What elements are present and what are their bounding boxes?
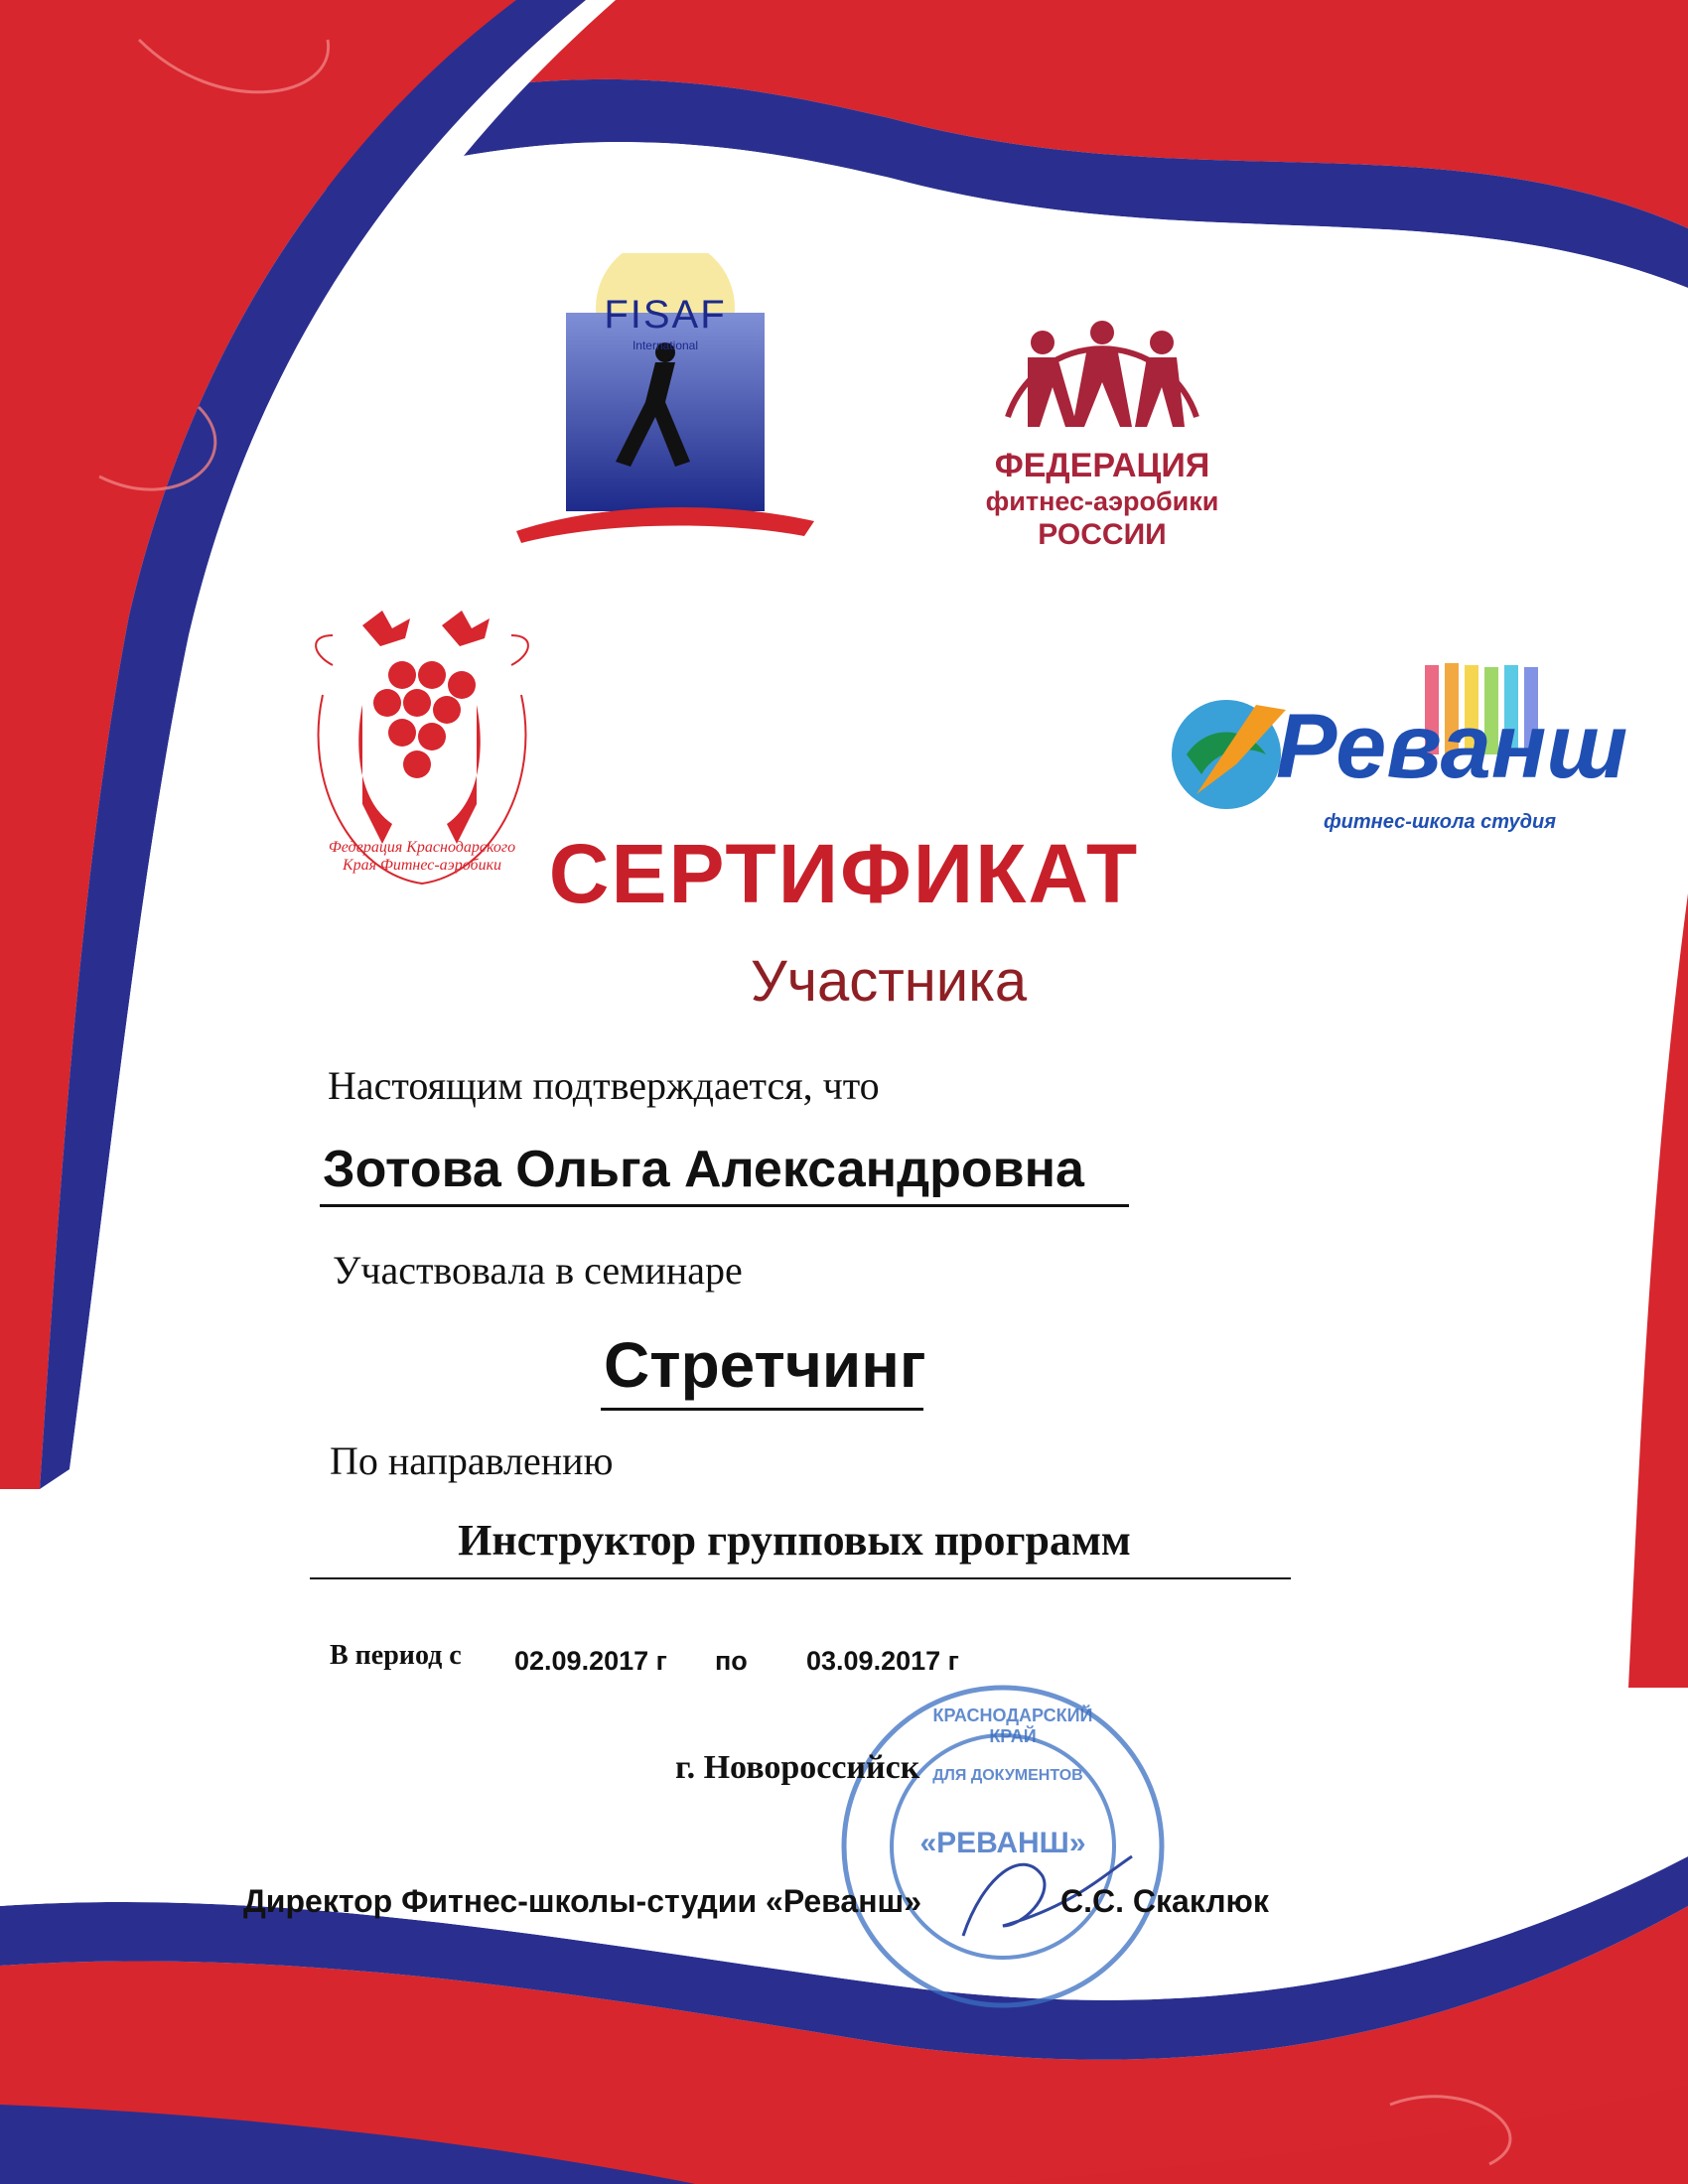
city: г. Новороссийск [675,1749,920,1786]
dancers-emblem-icon [958,298,1246,447]
ffar-line3: РОССИИ [1038,518,1167,551]
seminar-name-underline [601,1408,923,1411]
participated-text: Участвовала в семинаре [333,1248,743,1293]
period-label: В период с [330,1640,462,1671]
official-stamp [834,1678,1172,2015]
signatory-name: С.С. Скаклюк [1060,1883,1269,1919]
stamp-inner-text: ДЛЯ ДОКУМЕНТОВ [932,1767,1083,1784]
direction-underline [310,1577,1291,1579]
date-from: 02.09.2017 г [514,1646,667,1676]
confirm-text: Настоящим подтверждается, что [328,1063,880,1108]
federation-russia-logo [958,298,1246,551]
ffar-line2: фитнес-аэробики [985,486,1219,516]
certificate-subtitle: Участника [750,949,1028,1014]
participant-name-underline [320,1204,1129,1207]
revansh-subtitle: фитнес-школа студия [1323,811,1557,833]
stamp-center-text: «РЕВАНШ» [919,1827,1086,1859]
fisaf-logo [506,253,824,551]
revansh-logo [1167,655,1628,844]
seminar-name: Стретчинг [604,1329,926,1401]
stamp-outer-text: КРАСНОДАРСКИЙ КРАЙ [932,1706,1093,1746]
revansh-name: Реванш [1276,696,1628,797]
direction-label: По направлению [330,1438,614,1483]
fisaf-subtitle: International [632,339,699,352]
participant-name: Зотова Ольга Александровна [323,1141,1084,1198]
certificate-title: СЕРТИФИКАТ [548,827,1140,920]
fisaf-title: FISAF [604,293,727,337]
ffar-line1: ФЕДЕРАЦИЯ [994,447,1210,484]
date-to: 03.09.2017 г [806,1646,959,1676]
signatory-title: Директор Фитнес-школы-студии «Реванш» [243,1883,921,1919]
krasnodar-logo-ring-text: Федерация Краснодарского Края Фитнес-аэробики [328,839,516,874]
direction-name: Инструктор групповых программ [458,1516,1131,1565]
period-to: по [715,1646,748,1676]
